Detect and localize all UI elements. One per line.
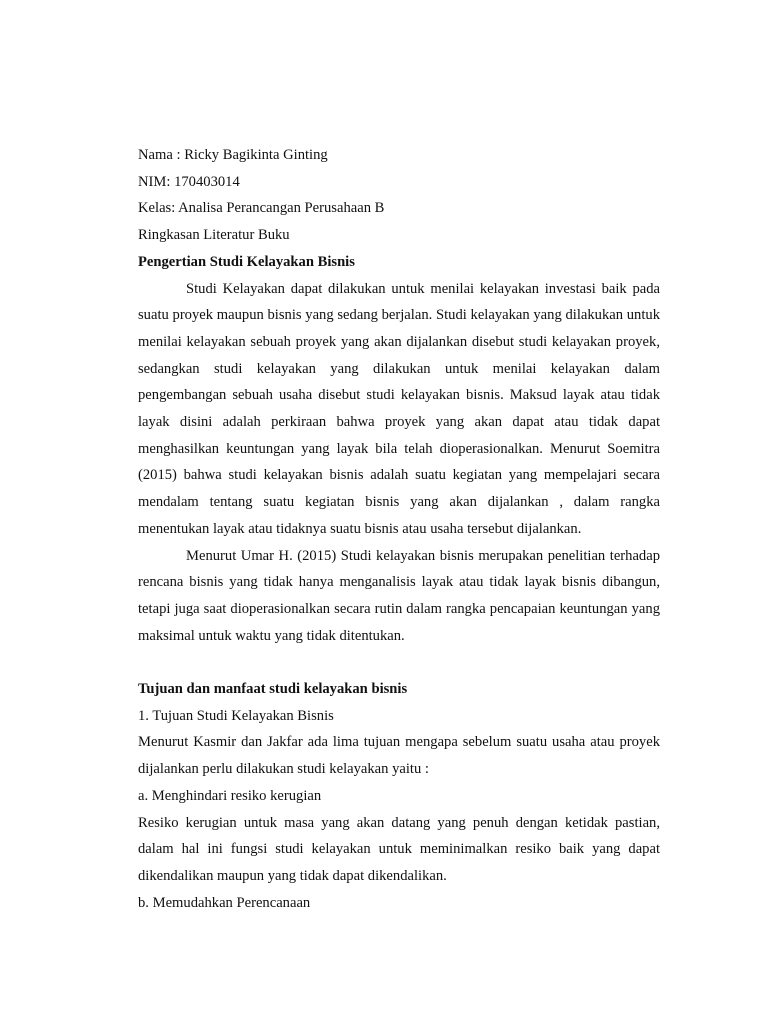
- document-page: [138, 142, 660, 916]
- student-nim: NIM: 170403014: [138, 173, 240, 190]
- sub-item-a: a. Menghindari resiko kerugian: [138, 787, 322, 804]
- document-subtitle: Ringkasan Literatur Buku: [138, 227, 290, 244]
- paragraph-pengertian-1: Studi Kelayakan dapat dilakukan untuk menilai kelayakan investasi baik pada suatu proyek maupun bisnis yang sedang berjalan. Studi kelayakan yang dilakukan untuk menilai kelayakan sebuah proyek yang akan dijalankan disebut studi kelayakan proyek, sedangkan studi kelayakan yang dilakukan untuk menilai kelayakan dalam pengembangan sebuah usaha disebut studi kelayakan bisnis. Maksud layak atau tidak layak disini adalah perkiraan bahwa proyek yang akan dapat atau tidak dapat menghasilkan keuntungan yang layak bila telah dioperasionalkan. Menurut Soemitra (2015) bahwa studi kelayakan bisnis adalah suatu kegiatan yang mempelajari secara mendalam tentang suatu kegiatan bisnis yang akan dijalankan , dalam rangka menentukan layak atau tidaknya suatu bisnis atau usaha tersebut dijalankan.: [138, 280, 660, 537]
- section-heading-pengertian: Pengertian Studi Kelayakan Bisnis: [138, 253, 355, 270]
- class-name: Kelas: Analisa Perancangan Perusahaan B: [138, 200, 385, 217]
- paragraph-tujuan-intro: Menurut Kasmir dan Jakfar ada lima tujuan mengapa sebelum suatu usaha atau proyek dijalankan perlu dilakukan studi kelayakan yaitu :: [138, 734, 660, 778]
- paragraph-pengertian-2: Menurut Umar H. (2015) Studi kelayakan bisnis merupakan penelitian terhadap rencana bisnis yang tidak hanya menganalisis layak atau tidak layak bisnis dibangun, tetapi juga saat dioperasionalkan secara rutin dalam rangka pencapaian keuntungan yang maksimal untuk waktu yang tidak ditentukan.: [138, 547, 660, 644]
- sub-item-b: b. Memudahkan Perencanaan: [138, 894, 311, 911]
- blank-line: [138, 649, 660, 676]
- list-item-tujuan: 1. Tujuan Studi Kelayakan Bisnis: [138, 707, 334, 724]
- paragraph-resiko: Resiko kerugian untuk masa yang akan datang yang penuh dengan ketidak pastian, dalam hal ini fungsi studi kelayakan untuk meminimalkan resiko baik yang dapat dikendalikan maupun yang tidak dapat dikendalikan.: [138, 814, 660, 884]
- section-heading-tujuan: Tujuan dan manfaat studi kelayakan bisnis: [138, 681, 408, 698]
- student-name: Nama : Ricky Bagikinta Ginting: [138, 147, 328, 163]
